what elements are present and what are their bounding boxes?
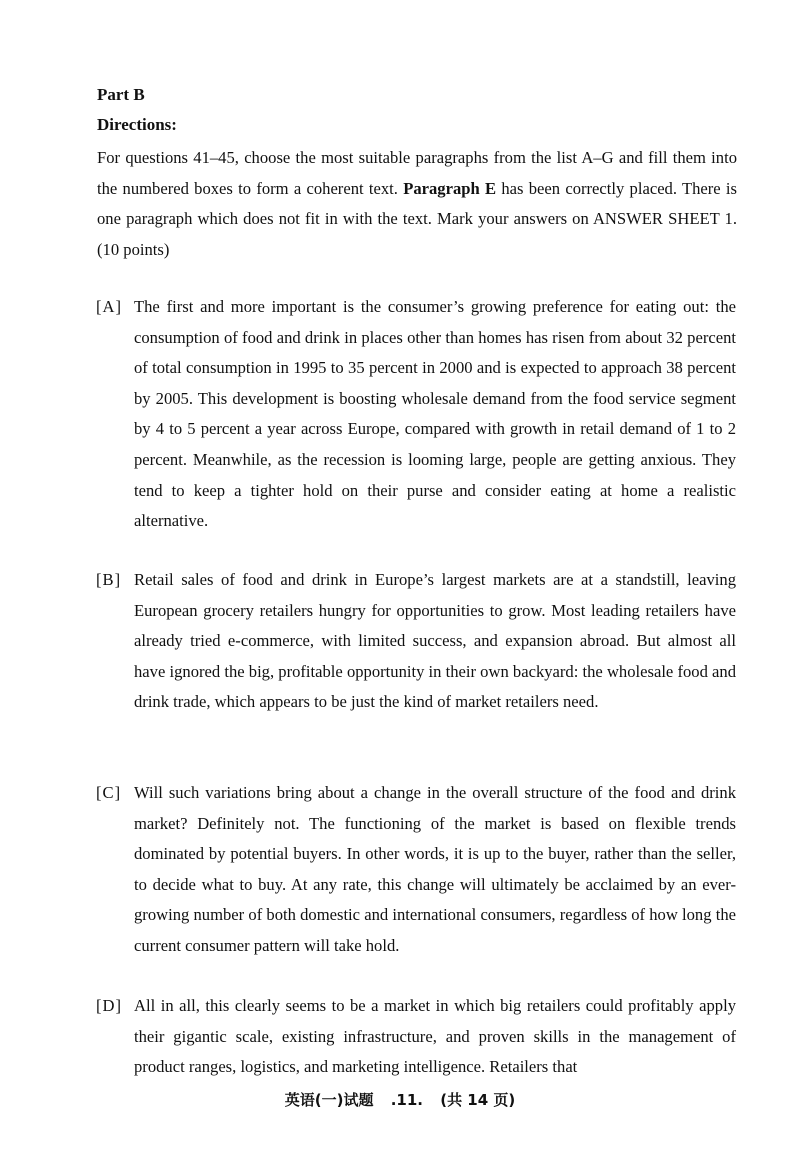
paragraph-c-text: Will such variations bring about a change in the overall structure of the food and drink market? Definitely not. The functioning of the market is based on flexible trends dominated by potential buyers. In other words, it is up to the buyer, rather than the seller, to decide what to buy. At any rate, this change will ultimately be acclaimed by an ever-growing number of both domestic and international consumers, regardless of how long the current consumer pattern will take hold. — [134, 783, 736, 955]
page-footer — [0, 1090, 800, 1110]
footer-page-number: .11. — [390, 1091, 423, 1109]
directions-text-after: has been correctly placed. There is one paragraph which does not fit in with the text. Mark your answers on ANSWER SHEET 1. (10 points) — [97, 178, 738, 259]
paragraph-d-text: All in all, this clearly seems to be a market in which big retailers could profitably apply their gigantic scale, existing infrastructure, and proven skills in the management of product ranges, logistics, and marketing intelligence. Retailers that — [134, 996, 736, 1077]
part-title: Part B — [97, 85, 145, 104]
paragraph-a-text: The first and more important is the consumer’s growing preference for eating out: the consumption of food and drink in places other than homes has risen from about 32 percent of total consumption in 1995 to 35 percent in 2000 and is expected to approach 38 percent by 2005. This development is boosting wholesale demand from the food service segment by 4 to 5 percent a year across Europe, compared with growth in retail demand of 1 to 2 percent. Meanwhile, as the recession is looming large, people are getting anxious. They tend to keep a tighter hold on their purse and consider eating at home a realistic alternative. — [134, 297, 736, 531]
paragraph-label-b: [B] — [96, 570, 122, 589]
directions-text-before: For questions 41–45, choose the most suitable paragraphs from the list A–G and fill them into the numbered boxes to form a coherent text. — [97, 148, 737, 198]
directions-bold-paragraph: Paragraph E — [403, 178, 497, 198]
paragraph-label-c: [C] — [96, 783, 122, 802]
paragraph-label-d: [D] — [96, 996, 123, 1015]
directions-text — [97, 143, 737, 265]
footer-total-pages: (共 14 页) — [440, 1091, 516, 1109]
footer-subject: 英语(一)试题 — [284, 1091, 374, 1109]
paragraph-b-text: Retail sales of food and drink in Europe’s largest markets are at a standstill, leaving European grocery retailers hungry for opportunities to grow. Most leading retailers have already tried e-commerce, with limited success, and expansion abroad. But almost all have ignored the big, profitable opportunity in their own backyard: the wholesale food and drink trade, which appears to be just the kind of market retailers need. — [134, 570, 736, 712]
directions-label: Directions: — [97, 115, 177, 134]
paragraph-label-a: [A] — [96, 297, 123, 316]
